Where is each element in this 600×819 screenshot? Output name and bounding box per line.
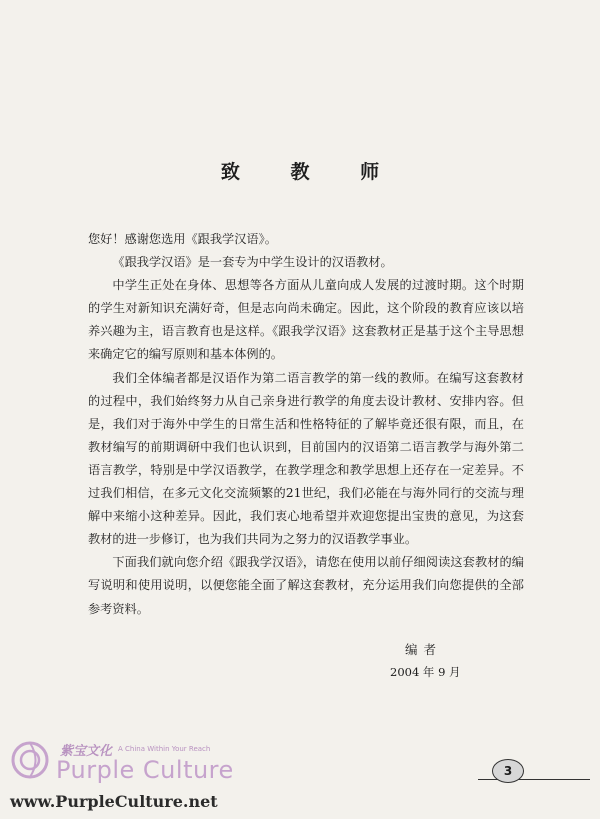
- watermark-tagline: A China Within Your Reach: [118, 745, 211, 753]
- signature-date: 2004 年 9 月: [390, 665, 461, 679]
- watermark-brand: Purple Culture: [56, 756, 234, 784]
- page-title: 致 教 师: [220, 161, 402, 183]
- purple-culture-logo-icon: [10, 740, 50, 780]
- letter-body: [88, 228, 524, 621]
- page-number-badge: 3: [492, 759, 524, 783]
- watermark-chinese-name: 紫宝文化: [60, 744, 113, 759]
- intro-paragraph: 《跟我学汉语》是一套专为中学生设计的汉语教材。: [112, 255, 393, 270]
- students-paragraph: 中学生正处在身体、思想等各方面从儿童向成人发展的过渡时期。这个时期的学生对新知识充满好奇，但是志向尚未确定。因此，这个阶段的教育应该以培养兴趣为主，语言教育也是这样。《跟我学汉语》这套教材正是基于这个主导思想来确定它的编写原则和基本体例的。: [88, 278, 524, 362]
- footer-rule: [478, 779, 590, 780]
- editors-paragraph: 我们全体编者都是汉语作为第二语言教学的第一线的教师。在编写这套教材的过程中，我们始终努力从自己亲身进行教学的角度去设计教材、安排内容。但是，我们对于海外中学生的日常生活和性格特征的了解毕竟还很有限，而且，在教材编写的前期调研中我们也认识到，目前国内的汉语第二语言教学与海外第二语言教学，特别是中学汉语教学，在教学理念和教学思想上还存在一定差异。不过我们相信，在多元文化交流频繁的21世纪，我们必能在与海外同行的交流与理解中来缩小这种差异。因此，我们衷心地希望并欢迎您提出宝贵的意见，为这套教材的进一步修订，也为我们共同为之努力的汉语教学事业。: [88, 370, 524, 547]
- author-signature: 编者: [405, 642, 443, 657]
- greeting-paragraph: 您好！感谢您选用《跟我学汉语》。: [88, 232, 277, 246]
- closing-paragraph: 下面我们就向您介绍《跟我学汉语》，请您在使用以前仔细阅读这套教材的编写说明和使用说明，以便您能全面了解这套教材，充分运用我们向您提供的全部参考资料。: [88, 555, 524, 616]
- watermark-url: www.PurpleCulture.net: [10, 792, 218, 811]
